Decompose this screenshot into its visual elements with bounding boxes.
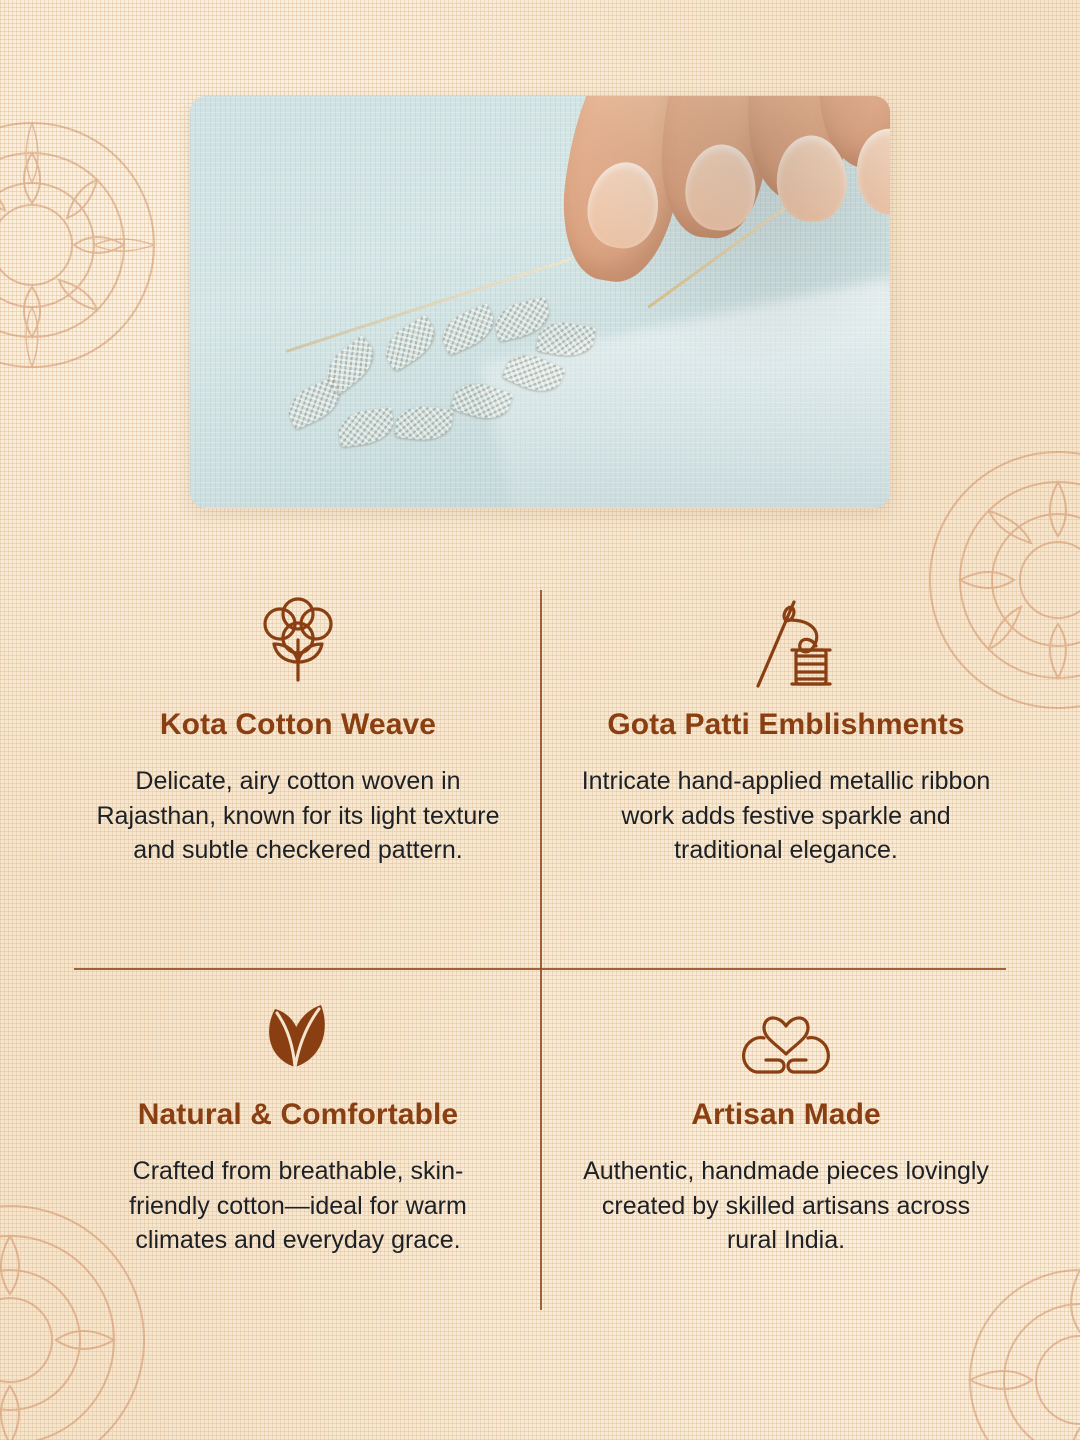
feature-title: Artisan Made	[691, 1098, 881, 1131]
leaves-icon	[76, 980, 520, 1084]
hand	[560, 96, 890, 386]
feature-description: Authentic, handmade pieces lovingly created by skilled artisans across rural India.	[583, 1157, 989, 1254]
hero-photo	[190, 96, 890, 508]
feature-description: Crafted from breathable, skin-friendly cotton—ideal for warm climates and everyday grace.	[129, 1157, 467, 1254]
feature-card-artisan-made	[556, 980, 1016, 1258]
grid-horizontal-divider	[74, 968, 1006, 970]
feature-grid	[60, 580, 1020, 1320]
feature-title: Gota Patti Emblishments	[607, 708, 965, 741]
needle-and-thread-spool-icon	[564, 590, 1008, 694]
feature-card-kota-cotton-weave	[68, 590, 528, 868]
feature-description: Delicate, airy cotton woven in Rajasthan, known for its light texture and subtle checkered pattern.	[96, 767, 500, 864]
grid-vertical-divider	[540, 590, 542, 1310]
mandala-decoration-icon	[0, 95, 182, 395]
feature-title: Kota Cotton Weave	[159, 708, 437, 741]
cotton-boll-icon	[76, 590, 520, 694]
feature-title: Natural & Comfortable	[137, 1098, 459, 1131]
feature-card-natural-comfortable	[68, 980, 528, 1258]
feature-card-gota-patti-emblishments	[556, 590, 1016, 868]
feature-description: Intricate hand-applied metallic ribbon work adds festive sparkle and traditional elegance.	[581, 767, 991, 864]
hands-holding-heart-icon	[564, 980, 1008, 1084]
